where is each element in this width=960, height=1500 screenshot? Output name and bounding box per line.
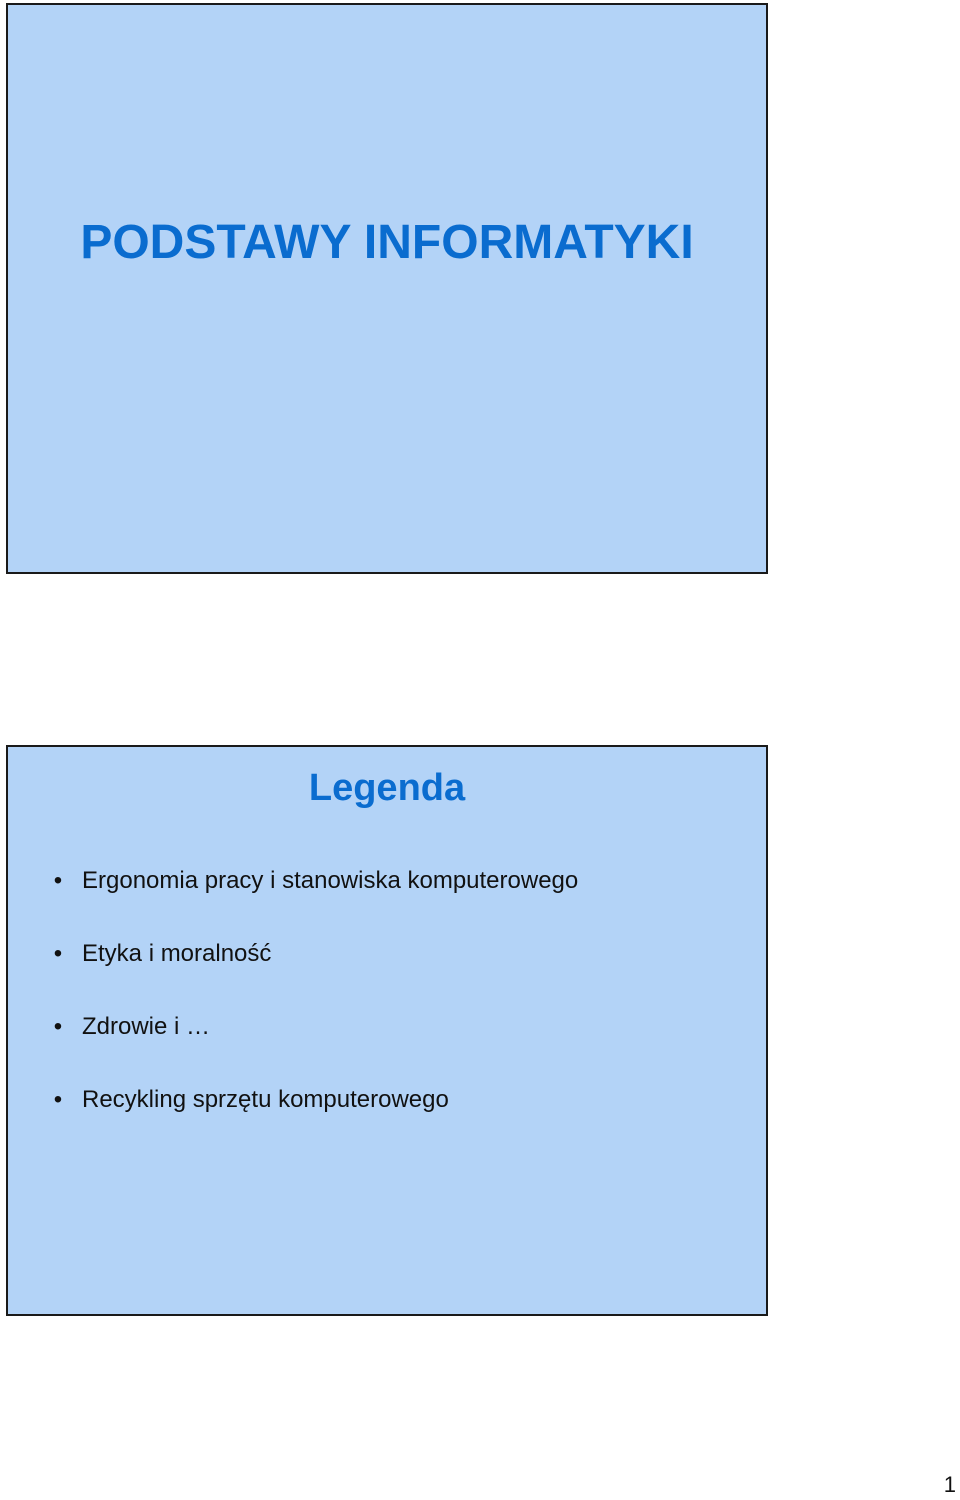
bullet-icon: • (53, 867, 63, 894)
slide-title-heading: PODSTAWY INFORMATYKI (80, 216, 694, 269)
list-item-text: Etyka i moralność (82, 940, 272, 967)
bullet-icon: • (53, 1013, 63, 1040)
list-item-text: Zdrowie i … (82, 1013, 211, 1040)
list-item-text: Ergonomia pracy i stanowiska komputerowego (82, 867, 579, 894)
slide-legend-heading: Legenda (308, 767, 466, 809)
list-item-text: Recykling sprzętu komputerowego (82, 1086, 449, 1113)
bullet-icon: • (53, 940, 63, 967)
slide-legend (6, 745, 768, 1316)
bullet-icon: • (53, 1086, 63, 1113)
slide-title (6, 3, 768, 574)
page-number: 1 (943, 1472, 956, 1497)
